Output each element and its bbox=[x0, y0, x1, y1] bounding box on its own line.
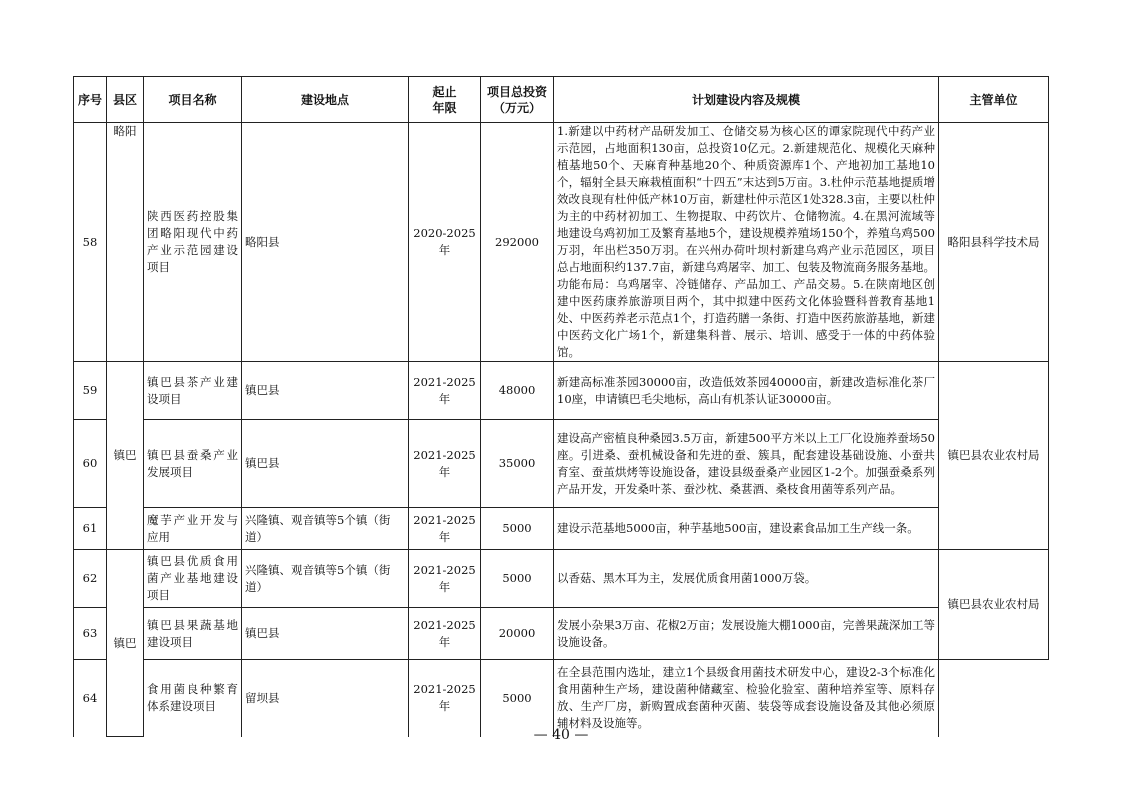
row-period: 2021-2025年 bbox=[409, 608, 481, 660]
row-content: 新建高标准茶园30000亩，改造低效茶园40000亩，新建改造标准化茶厂10座，申请镇巴毛尖地标，高山有机茶认证30000亩。 bbox=[554, 362, 939, 420]
project-plan-table bbox=[73, 76, 1049, 737]
row-project-name: 镇巴县优质食用菌产业基地建设项目 bbox=[144, 550, 242, 608]
row-unit: 镇巴县农业农村局 bbox=[939, 362, 1049, 550]
table-row bbox=[74, 123, 1049, 362]
header-district: 县区 bbox=[107, 77, 144, 123]
header-period: 起止 年限 bbox=[409, 77, 481, 123]
row-content: 1.新建以中药材产品研发加工、仓储交易为核心区的谭家院现代中药产业示范园，占地面积130亩，总投资10亿元。2.新建规范化、规模化天麻种植基地50个、天麻育种基地20个、种质资源库1个、产地初加工基地10个，辐射全县天麻栽植面积“十四五”末达到5万亩。3.杜仲示范基地提质增效改良现有杜仲低产林10万亩，新建杜仲示范区1处328.3亩，主要以杜仲为主的中药材初加工、生物提取、中药饮片、仓储物流。4.在黑河流域等地建设乌鸡初加工及繁育基地5个，建设规模养殖场150个，养殖乌鸡500万羽，年出栏350万羽。在兴州办荷叶坝村新建乌鸡产业示范园区，项目总占地面积约137.7亩，新建乌鸡屠宰、加工、包装及物流商务服务基地。功能布局：乌鸡屠宰、冷链储存、产品加工、产品交易。5.在陕南地区创建中医药康养旅游项目两个，其中拟建中医药文化体验暨科普教育基地1处、中医药养老示范点1个，打造药膳一条街、打造中医药旅游基地，新建中医药文化广场1个，新建集科普、展示、培训、感受于一体的中药体验馆。 bbox=[554, 123, 939, 362]
row-project-name: 食用菌良种繁育体系建设项目 bbox=[144, 660, 242, 737]
row-location: 镇巴县 bbox=[242, 362, 409, 420]
header-project-name: 项目名称 bbox=[144, 77, 242, 123]
row-serial: 58 bbox=[74, 123, 107, 362]
table-row bbox=[74, 508, 1049, 550]
header-serial: 序号 bbox=[74, 77, 107, 123]
row-location: 留坝县 bbox=[242, 660, 409, 737]
row-serial: 61 bbox=[74, 508, 107, 550]
table-row bbox=[74, 550, 1049, 608]
row-serial: 60 bbox=[74, 420, 107, 508]
header-investment: 项目总投资 （万元） bbox=[481, 77, 554, 123]
row-serial: 62 bbox=[74, 550, 107, 608]
header-location: 建设地点 bbox=[242, 77, 409, 123]
row-period: 2021-2025年 bbox=[409, 660, 481, 737]
table-row bbox=[74, 608, 1049, 660]
row-serial: 63 bbox=[74, 608, 107, 660]
header-content: 计划建设内容及规模 bbox=[554, 77, 939, 123]
row-project-name: 魔芋产业开发与应用 bbox=[144, 508, 242, 550]
row-period: 2021-2025年 bbox=[409, 362, 481, 420]
row-investment: 5000 bbox=[481, 660, 554, 737]
row-period: 2021-2025年 bbox=[409, 508, 481, 550]
row-location: 兴隆镇、观音镇等5个镇（街道） bbox=[242, 508, 409, 550]
table-row bbox=[74, 362, 1049, 420]
row-serial: 64 bbox=[74, 660, 107, 737]
row-content: 以香菇、黑木耳为主，发展优质食用菌1000万袋。 bbox=[554, 550, 939, 608]
row-location: 镇巴县 bbox=[242, 608, 409, 660]
row-period: 2021-2025年 bbox=[409, 550, 481, 608]
row-unit-empty bbox=[939, 660, 1049, 737]
row-investment: 20000 bbox=[481, 608, 554, 660]
row-project-name: 陕西医药控股集团略阳现代中药产业示范园建设项目 bbox=[144, 123, 242, 362]
row-district: 镇巴 bbox=[107, 362, 144, 550]
row-investment: 48000 bbox=[481, 362, 554, 420]
row-investment: 292000 bbox=[481, 123, 554, 362]
row-serial: 59 bbox=[74, 362, 107, 420]
row-district: 略阳 bbox=[107, 123, 144, 362]
row-location: 镇巴县 bbox=[242, 420, 409, 508]
table-header-row bbox=[74, 77, 1049, 123]
row-content: 在全县范围内选址，建立1个县级食用菌技术研发中心，建设2-3个标准化食用菌种生产场，建设菌种储藏室、检验化验室、菌种培养室等、原料存放、生产厂房，新购置成套菌种灭菌、装袋等成套设施设备及其他必须原辅材料及设施等。 bbox=[554, 660, 939, 737]
row-investment: 5000 bbox=[481, 550, 554, 608]
row-district: 镇巴 bbox=[107, 550, 144, 737]
row-unit: 镇巴县农业农村局 bbox=[939, 550, 1049, 660]
row-investment: 35000 bbox=[481, 420, 554, 508]
row-period: 2021-2025年 bbox=[409, 420, 481, 508]
table-row bbox=[74, 420, 1049, 508]
row-project-name: 镇巴县茶产业建设项目 bbox=[144, 362, 242, 420]
row-period: 2020-2025年 bbox=[409, 123, 481, 362]
row-unit: 略阳县科学技术局 bbox=[939, 123, 1049, 362]
row-project-name: 镇巴县果蔬基地建设项目 bbox=[144, 608, 242, 660]
row-location: 略阳县 bbox=[242, 123, 409, 362]
row-project-name: 镇巴县蚕桑产业发展项目 bbox=[144, 420, 242, 508]
row-investment: 5000 bbox=[481, 508, 554, 550]
table-row bbox=[74, 660, 1049, 737]
header-unit: 主管单位 bbox=[939, 77, 1049, 123]
row-location: 兴隆镇、观音镇等5个镇（街道） bbox=[242, 550, 409, 608]
page-number: — 40 — bbox=[533, 727, 589, 743]
row-content: 发展小杂果3万亩、花椒2万亩；发展设施大棚1000亩，完善果蔬深加工等设施设备。 bbox=[554, 608, 939, 660]
row-content: 建设高产密植良种桑园3.5万亩，新建500平方米以上工厂化设施养蚕场50座。引进桑、蚕机械设备和先进的蚕、簇具，配套建设基础设施、小蚕共育室、蚕茧烘烤等设施设备，建设县级蚕桑产业园区1-2个。加强蚕桑系列产品开发，开发桑叶茶、蚕沙枕、桑葚酒、桑枝食用菌等系列产品。 bbox=[554, 420, 939, 508]
row-content: 建设示范基地5000亩，种芋基地500亩，建设素食品加工生产线一条。 bbox=[554, 508, 939, 550]
